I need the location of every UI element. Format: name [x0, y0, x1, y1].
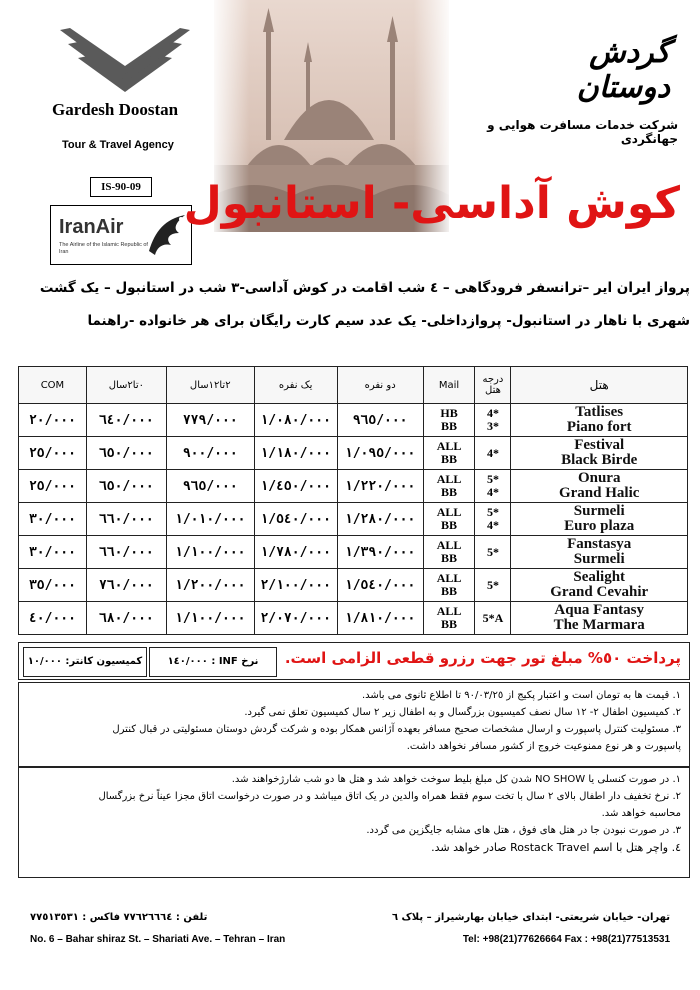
meal-plan-label: BB: [441, 485, 458, 499]
cell-grade: [475, 536, 511, 569]
hotel-grade-label: 3*: [486, 419, 499, 433]
note-pricing-3-cont: پاسپورت و هر نوع ممنوعیت خروج از کشور مسافر نخواهد داشت.: [406, 741, 681, 752]
infant-rate: نرخ INF : ١٤٠/٠٠٠: [149, 647, 277, 677]
cell-grade: [475, 404, 511, 437]
table-row: [19, 437, 688, 470]
meal-plan-label: BB: [441, 518, 458, 532]
cell-single: ١/٠٨٠/٠٠٠: [254, 404, 337, 437]
hotel-name: Grand Halic: [558, 485, 640, 501]
cell-double: ١/٨١٠/٠٠٠: [337, 602, 423, 635]
hotel-grade-label: 4*: [486, 518, 499, 532]
table-row: [19, 404, 688, 437]
agency-description: شرکت خدمات مسافرت هوایی و جهانگردی: [487, 118, 678, 146]
meal-plan-label: ALL: [436, 604, 462, 618]
footer-address-en: No. 6 – Bahar shiraz St. – Shariati Ave. – Tehran – Iran: [30, 934, 286, 945]
hotel-name: Aqua Fantasy: [554, 602, 644, 618]
header-mail: Mail: [423, 367, 475, 404]
cell-infant: ٧٦٠/٠٠٠: [86, 569, 166, 602]
iranair-tagline: The Airline of the Islamic Republic of Iran: [59, 242, 148, 255]
cell-mail: [423, 437, 475, 470]
note-pricing-3: ٣. مسئولیت کنترل پاسپورت و ارسال مشخصات صحیح مسافر بعهده آژانس همکار بوده و شرکت گردش دوستان مسئولیتی در قبال کنترل: [112, 724, 681, 735]
header-child-2-12: ٢تا١٢سال: [166, 367, 254, 404]
hotel-name: Tatlises: [575, 404, 624, 420]
meal-plan-label: BB: [441, 584, 458, 598]
meal-plan-label: ALL: [436, 472, 462, 486]
hotel-name: Black Birde: [561, 452, 638, 468]
cell-grade: [475, 470, 511, 503]
cell-single: ١/٥٤٠/٠٠٠: [254, 503, 337, 536]
meal-plan-label: BB: [441, 419, 458, 433]
cell-infant: ٦٥٠/٠٠٠: [86, 470, 166, 503]
cell-double: ١/٢٨٠/٠٠٠: [337, 503, 423, 536]
cell-single: ١/٧٨٠/٠٠٠: [254, 536, 337, 569]
cell-hotel: [511, 437, 688, 470]
hotel-name: Grand Cevahir: [550, 584, 649, 600]
hotel-name: Euro plaza: [564, 518, 635, 534]
cell-com: ٣٥/٠٠٠: [19, 569, 87, 602]
cell-mail: [423, 470, 475, 503]
hotel-name: Piano fort: [566, 419, 632, 435]
cell-infant: ٦٦٠/٠٠٠: [86, 503, 166, 536]
hotel-grade-label: 4*: [486, 485, 499, 499]
payment-notice: پرداخت ٥٠% مبلغ تور جهت رزرو قطعی الزامی است.: [284, 649, 681, 667]
meal-plan-label: BB: [441, 452, 458, 466]
price-table: [18, 366, 688, 635]
hotel-name: Festival: [574, 437, 625, 453]
cell-infant: ٦٥٠/٠٠٠: [86, 437, 166, 470]
cell-single: ١/٤٥٠/٠٠٠: [254, 470, 337, 503]
brand-tagline: Tour & Travel Agency: [62, 139, 174, 151]
counter-commission: کمیسیون کانتر: ١٠/٠٠٠: [23, 647, 147, 677]
header-grade: درجه هتل: [475, 367, 511, 404]
cell-child: ٧٧٩/٠٠٠: [166, 404, 254, 437]
note-condition-3: ٣. در صورت نبودن جا در هتل های فوق ، هتل های مشابه جایگزین می گردد.: [366, 825, 681, 836]
meal-plan-label: BB: [441, 551, 458, 565]
note-pricing-2: ٢. کمیسیون اطفال ٢- ١٢ سال نصف کمیسیون بزرگسال و به اطفال زیر ٢ سال کمیسیون تعلق نمی گیرد.: [244, 707, 681, 718]
cell-child: ١/١٠٠/٠٠٠: [166, 536, 254, 569]
hotel-name: Onura: [577, 470, 621, 486]
cell-mail: [423, 602, 475, 635]
hotel-name: The Marmara: [553, 617, 645, 633]
cell-mail: [423, 536, 475, 569]
cell-com: ٤٠/٠٠٠: [19, 602, 87, 635]
hotel-grade-label: 5*: [486, 577, 499, 592]
cell-infant: ٦٨٠/٠٠٠: [86, 602, 166, 635]
notes-pricing: [18, 682, 690, 768]
brand-name: Gardesh Doostan: [52, 100, 179, 119]
cell-com: ٣٠/٠٠٠: [19, 536, 87, 569]
hotel-grade-label: 4*: [486, 445, 499, 460]
hotel-grade-label: 4*: [486, 406, 499, 420]
cell-com: ٢٥/٠٠٠: [19, 470, 87, 503]
cell-child: ١/١٠٠/٠٠٠: [166, 602, 254, 635]
iranair-name: IranAir: [59, 216, 124, 238]
note-condition-2-cont: محاسبه خواهد شد.: [601, 808, 681, 819]
hotel-name: Fanstasya: [567, 536, 632, 552]
cell-mail: [423, 503, 475, 536]
footer-phones-en: Tel: +98(21)77626664 Fax : +98(21)77513531: [462, 934, 670, 945]
meal-plan-label: HB: [440, 406, 458, 420]
cell-child: ١/٠١٠/٠٠٠: [166, 503, 254, 536]
hotel-grade-label: 5*A: [482, 610, 504, 625]
cell-child: ١/٢٠٠/٠٠٠: [166, 569, 254, 602]
cell-double: ٩٦٥/٠٠٠: [337, 404, 423, 437]
payment-row: [18, 642, 690, 680]
cell-double: ١/٠٩٥/٠٠٠: [337, 437, 423, 470]
hotel-grade-label: 5*: [486, 544, 499, 559]
iranair-logo: [50, 205, 192, 265]
header-hotel: هتل: [511, 367, 688, 404]
cell-double: ١/٢٢٠/٠٠٠: [337, 470, 423, 503]
cell-grade: [475, 569, 511, 602]
note-pricing-1: ١. قیمت ها به تومان است و اعتبار پکیج از ٩٠/٠٣/٢٥ تا اطلاع ثانوی می باشد.: [361, 690, 681, 701]
cell-mail: [423, 569, 475, 602]
cell-double: ١/٣٩٠/٠٠٠: [337, 536, 423, 569]
cell-hotel: [511, 536, 688, 569]
cell-com: ٢٠/٠٠٠: [19, 404, 87, 437]
cell-single: ٢/٠٧٠/٠٠٠: [254, 602, 337, 635]
note-condition-2: ٢. نرخ تخفیف دار اطفال بالای ٢ سال با تخت سوم فقط همراه والدین در یک اتاق میباشد و در صورت درخواست اتاق مجزا عیناً نرخ بزرگسال: [98, 791, 681, 802]
table-row: [19, 470, 688, 503]
tour-description-line-2: شهری با ناهار در استانبول- پروازداخلی- یک عدد سیم کارت رایگان برای هر خانواده -راهنما: [87, 313, 690, 329]
tour-title: کوش آداسی- استانبول: [183, 178, 680, 229]
meal-plan-label: ALL: [436, 505, 462, 519]
homa-bird-icon: [145, 211, 189, 259]
tour-description-line-1: پرواز ایران ایر –ترانسفر فرودگاهی – ٤ شب اقامت در کوش آداسی-٣ شب در استانبول – یک گشت: [39, 280, 690, 296]
cell-mail: [423, 404, 475, 437]
cell-double: ١/٥٤٠/٠٠٠: [337, 569, 423, 602]
header-single: یک نفره: [254, 367, 337, 404]
meal-plan-label: ALL: [436, 538, 462, 552]
cell-single: ١/١٨٠/٠٠٠: [254, 437, 337, 470]
table-row: [19, 536, 688, 569]
table-row: [19, 569, 688, 602]
cell-child: ٩٦٥/٠٠٠: [166, 470, 254, 503]
cell-hotel: [511, 602, 688, 635]
cell-infant: ٦٦٠/٠٠٠: [86, 536, 166, 569]
wings-logo-icon: [50, 18, 200, 94]
hotel-grade-label: 5*: [486, 472, 499, 486]
cell-hotel: [511, 569, 688, 602]
cell-grade: [475, 503, 511, 536]
cell-single: ٢/١٠٠/٠٠٠: [254, 569, 337, 602]
cell-com: ٢٥/٠٠٠: [19, 437, 87, 470]
footer-address-fa: تهران- خیابان شریعتی- ابتدای خیابان بهارشیراز – پلاک ٦: [391, 912, 670, 923]
cell-grade: [475, 437, 511, 470]
license-code: IS-90-09: [90, 177, 152, 197]
table-header-row: [19, 367, 688, 404]
note-condition-4: ٤. واچر هتل با اسم Rostack Travel صادر خواهد شد.: [431, 841, 681, 854]
cell-com: ٣٠/٠٠٠: [19, 503, 87, 536]
meal-plan-label: BB: [441, 617, 458, 631]
hotel-name: Sealight: [573, 569, 626, 585]
cell-hotel: [511, 503, 688, 536]
table-row: [19, 602, 688, 635]
header-child-under2: ٠تا٢سال: [86, 367, 166, 404]
meal-plan-label: ALL: [436, 571, 462, 585]
header-com: COM: [19, 367, 87, 404]
footer-phones-fa: تلفن : ٧٧٦٢٦٦٦٤ فاکس : ٧٧٥١٣٥٣١: [30, 912, 208, 923]
hotel-name: Surmeli: [573, 551, 625, 567]
notes-conditions: [18, 766, 690, 878]
note-condition-1: ١. در صورت کنسلی یا NO SHOW شدن کل مبلغ بلیط سوخت خواهد شد و هتل ها دو شب شارژخواهند شد.: [231, 774, 681, 785]
meal-plan-label: ALL: [436, 439, 462, 453]
script-brand-logo: گردش دوستان: [576, 35, 670, 105]
cell-child: ٩٠٠/٠٠٠: [166, 437, 254, 470]
header-double: دو نفره: [337, 367, 423, 404]
table-row: [19, 503, 688, 536]
cell-grade: [475, 602, 511, 635]
cell-hotel: [511, 404, 688, 437]
cell-infant: ٦٤٠/٠٠٠: [86, 404, 166, 437]
hotel-name: Surmeli: [573, 503, 625, 519]
hotel-grade-label: 5*: [486, 505, 499, 519]
cell-hotel: [511, 470, 688, 503]
